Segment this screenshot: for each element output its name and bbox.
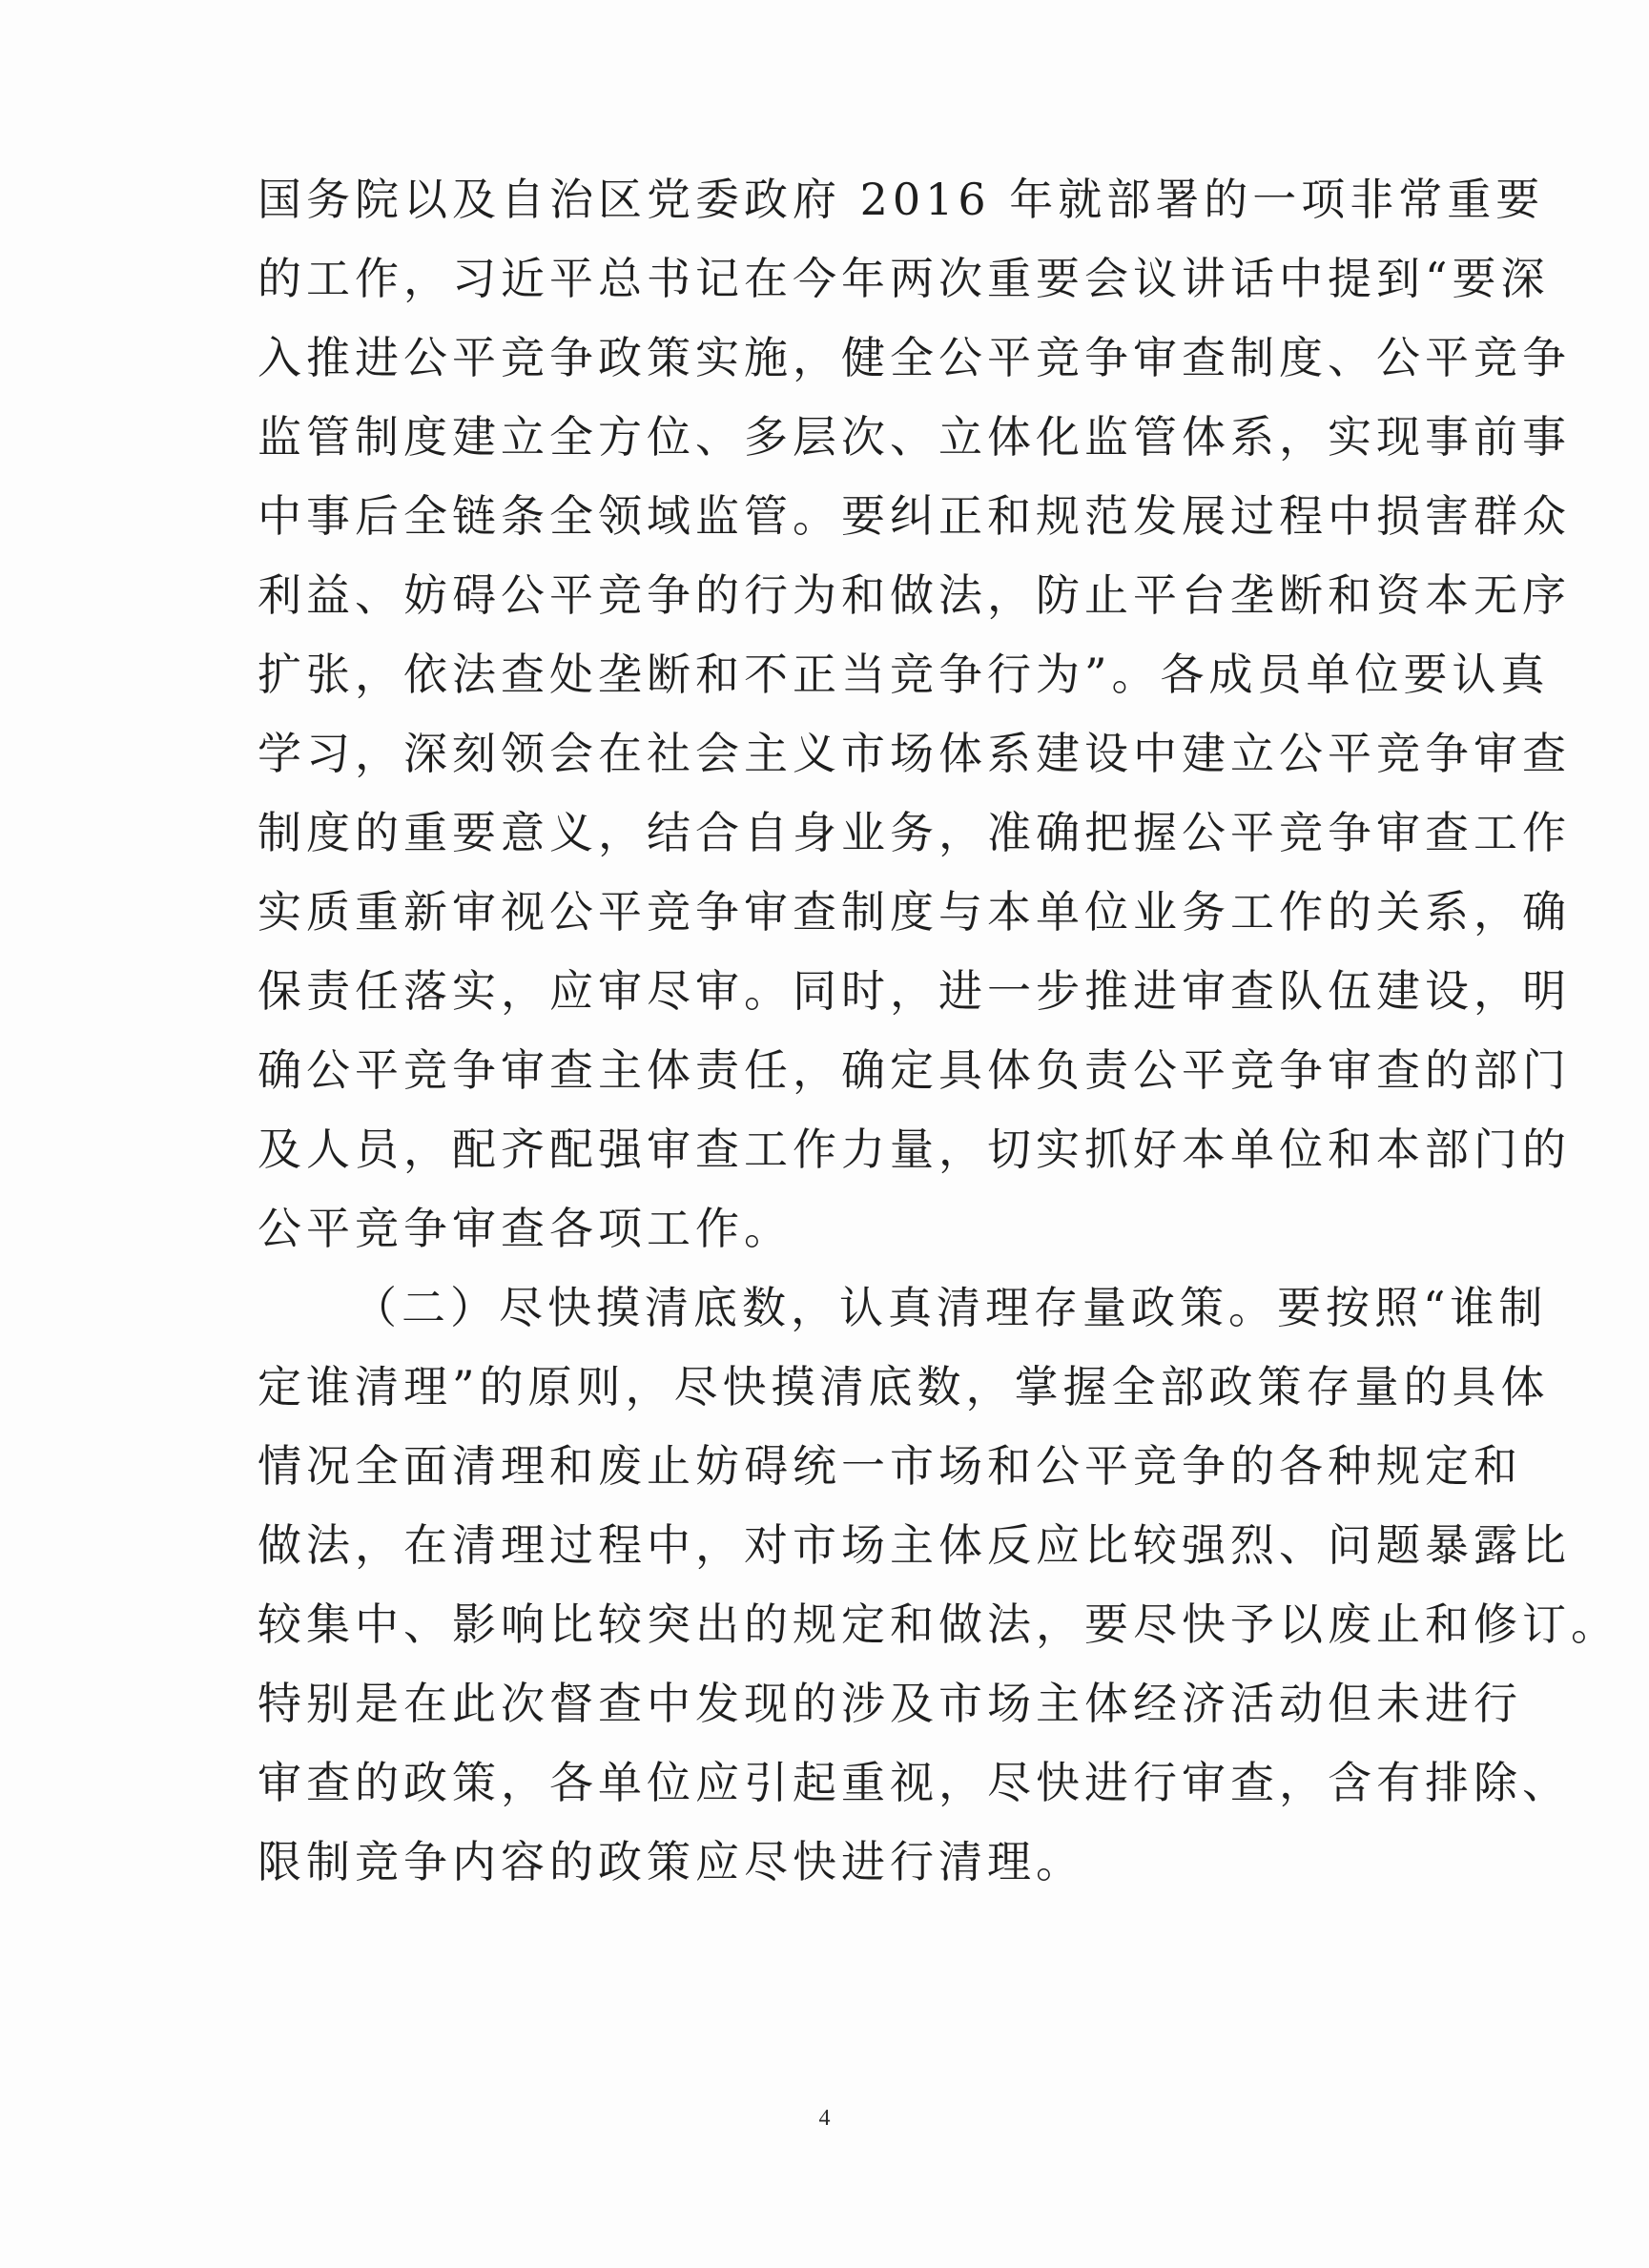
- text-line: 国务院以及自治区党委政府 2016 年就部署的一项非常重要: [258, 174, 1545, 225]
- text-line: 公平竞争审查各项工作。: [258, 1203, 793, 1254]
- section-heading-line: （二）尽快摸清底数，认真清理存量政策。要按照“谁制: [353, 1282, 1548, 1333]
- text-line: 入推进公平竞争政策实施，健全公平竞争审查制度、公平竞争: [258, 332, 1571, 383]
- text-line: 中事后全链条全领域监管。要纠正和规范发展过程中损害群众: [258, 490, 1571, 542]
- text-line: 及人员，配齐配强审查工作力量，切实抓好本单位和本部门的: [258, 1124, 1571, 1175]
- text-line: 特别是在此次督查中发现的涉及市场主体经济活动但未进行: [258, 1678, 1522, 1729]
- text-line: 的工作，习近平总书记在今年两次重要会议讲话中提到“要深: [258, 253, 1550, 304]
- text-line: 学习，深刻领会在社会主义市场体系建设中建立公平竞争审查: [258, 728, 1571, 779]
- text-line: 扩张，依法查处垄断和不正当竞争行为”。各成员单位要认真: [258, 649, 1550, 700]
- text-line: 监管制度建立全方位、多层次、立体化监管体系，实现事前事: [258, 411, 1571, 463]
- text-line: 保责任落实，应审尽审。同时，进一步推进审查队伍建设，明: [258, 965, 1571, 1017]
- text-line: 较集中、影响比较突出的规定和做法，要尽快予以废止和修订。: [258, 1598, 1619, 1650]
- text-line: 利益、妨碍公平竞争的行为和做法，防止平台垄断和资本无序: [258, 569, 1571, 621]
- text-line: 制度的重要意义，结合自身业务，准确把握公平竞争审查工作: [258, 807, 1571, 858]
- body-text: [258, 160, 1619, 1902]
- text-line: 做法，在清理过程中，对市场主体反应比较强烈、问题暴露比: [258, 1519, 1571, 1571]
- text-line: 限制竞争内容的政策应尽快进行清理。: [258, 1836, 1084, 1887]
- text-line: 情况全面清理和废止妨碍统一市场和公平竞争的各种规定和: [258, 1440, 1522, 1492]
- text-line: 审查的政策，各单位应引起重视，尽快进行审查，含有排除、: [258, 1757, 1571, 1808]
- text-line: 确公平竞争审查主体责任，确定具体负责公平竞争审查的部门: [258, 1044, 1571, 1096]
- page-number: 4: [818, 2106, 831, 2131]
- text-line: 定谁清理”的原则，尽快摸清底数，掌握全部政策存量的具体: [258, 1361, 1550, 1412]
- text-line: 实质重新审视公平竞争审查制度与本单位业务工作的关系，确: [258, 886, 1571, 938]
